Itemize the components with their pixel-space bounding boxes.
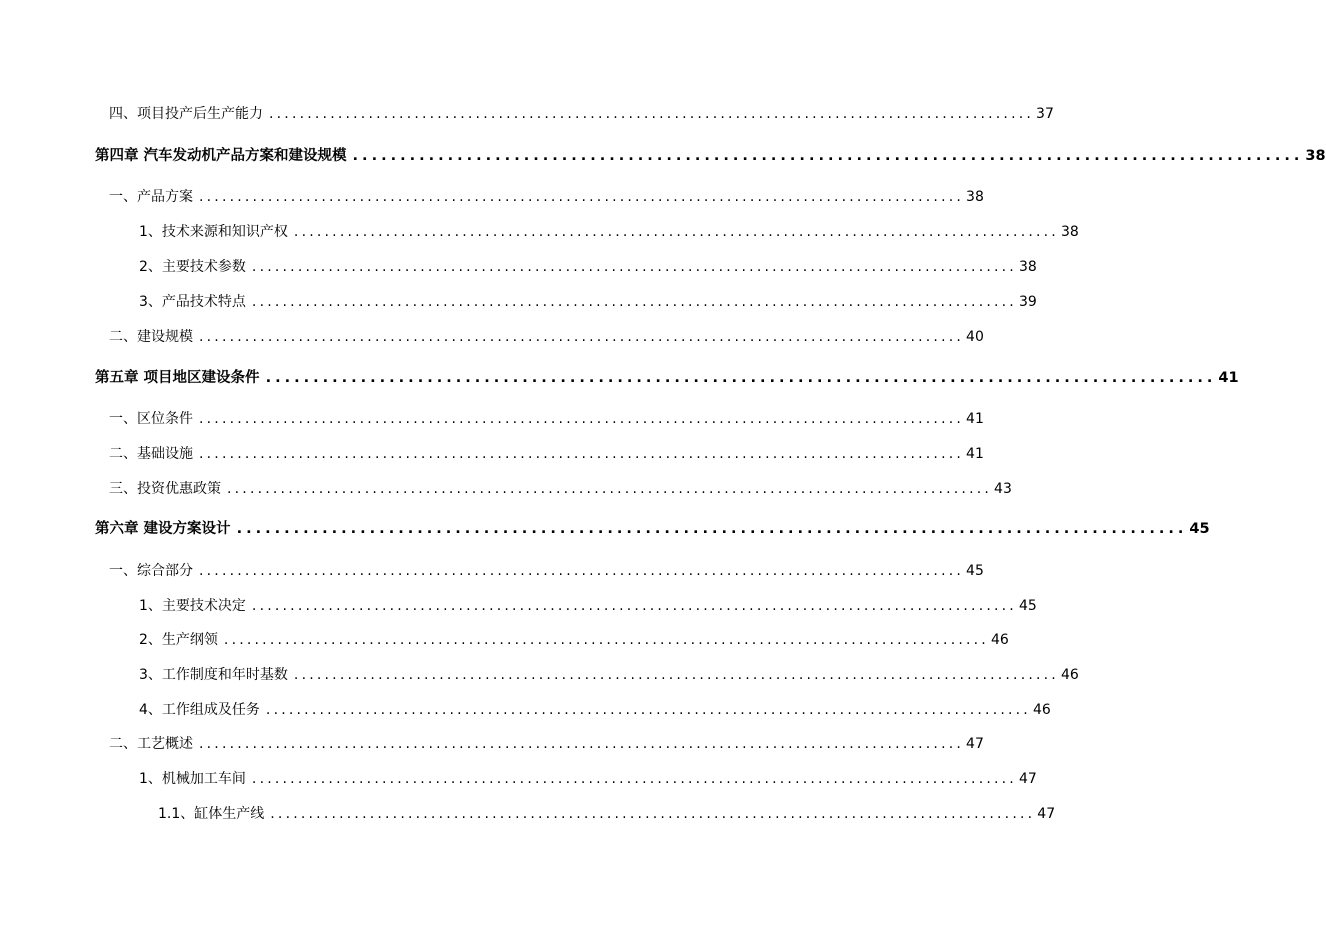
toc-page-number: 45 — [1018, 598, 1037, 614]
toc-entry[interactable] — [109, 729, 984, 753]
toc-leader-dots: .................................................................................................... — [269, 106, 1035, 122]
toc-page-number: 41 — [966, 411, 984, 427]
toc-entry[interactable] — [109, 404, 984, 428]
toc-entry-title: 3、工作制度和年时基数 — [139, 667, 288, 683]
toc-entry[interactable] — [109, 556, 984, 580]
toc-leader-dots: .................................................................................................... — [251, 259, 1017, 275]
toc-entry-title: 1、主要技术决定 — [139, 598, 246, 614]
toc-leader-dots: .................................................................................................... — [223, 632, 989, 648]
toc-entry-title: 一、综合部分 — [109, 563, 193, 579]
toc-entry[interactable] — [139, 625, 1009, 649]
toc-entry[interactable] — [139, 591, 1037, 615]
toc-leader-dots: .................................................................................................... — [227, 481, 993, 497]
toc-entry-title: 一、区位条件 — [109, 411, 193, 427]
toc-entry-title: 第六章 建设方案设计 — [95, 521, 231, 537]
toc-entry-title: 第四章 汽车发动机产品方案和建设规模 — [95, 148, 347, 164]
toc-leader-dots: .................................................................................................... — [270, 806, 1036, 822]
toc-page-number: 45 — [1189, 521, 1210, 537]
toc-page-number: 47 — [1037, 806, 1056, 822]
toc-leader-dots: .................................................................................................... — [199, 189, 965, 205]
toc-page-number: 38 — [1060, 224, 1079, 240]
toc-entry-title: 4、工作组成及任务 — [139, 702, 260, 718]
toc-page-number: 45 — [966, 563, 984, 579]
toc-entry-title: 二、工艺概述 — [109, 736, 193, 752]
toc-chapter-entry[interactable] — [95, 514, 1210, 538]
toc-page-number: 41 — [1218, 370, 1239, 386]
toc-chapter-entry[interactable] — [95, 363, 1239, 387]
toc-leader-dots: .................................................................................................... — [199, 736, 965, 752]
toc-leader-dots: .................................................................................................... — [199, 563, 965, 579]
toc-leader-dots: .................................................................................................... — [199, 329, 965, 345]
toc-leader-dots: .................................................................................................... — [352, 148, 1304, 164]
toc-page-number: 37 — [1036, 106, 1054, 122]
toc-entry[interactable] — [109, 439, 984, 463]
toc-leader-dots: .................................................................................................... — [265, 370, 1217, 386]
toc-entry-title: 1.1、缸体生产线 — [158, 806, 265, 822]
toc-entry[interactable] — [109, 99, 1054, 123]
toc-entry-title: 第五章 项目地区建设条件 — [95, 370, 260, 386]
toc-leader-dots: .................................................................................................... — [251, 294, 1017, 310]
toc-entry-title: 三、投资优惠政策 — [109, 481, 221, 497]
toc-entry[interactable] — [109, 474, 1012, 498]
toc-leader-dots: .................................................................................................... — [199, 446, 965, 462]
toc-entry[interactable] — [139, 252, 1037, 276]
toc-page-number: 46 — [990, 632, 1009, 648]
toc-entry-title: 二、建设规模 — [109, 329, 193, 345]
toc-entry-title: 2、生产纲领 — [139, 632, 218, 648]
toc-page-number: 38 — [966, 189, 984, 205]
toc-entry-title: 二、基础设施 — [109, 446, 193, 462]
toc-entry[interactable] — [139, 217, 1079, 241]
toc-page-number: 46 — [1060, 667, 1079, 683]
toc-page-number: 41 — [966, 446, 984, 462]
toc-entry-title: 3、产品技术特点 — [139, 294, 246, 310]
toc-entry-title: 一、产品方案 — [109, 189, 193, 205]
toc-chapter-entry[interactable] — [95, 141, 1326, 165]
toc-leader-dots: .................................................................................................... — [265, 702, 1031, 718]
toc-page-number: 40 — [966, 329, 984, 345]
toc-page-number: 43 — [994, 481, 1012, 497]
toc-leader-dots: .................................................................................................... — [199, 411, 965, 427]
toc-entry[interactable] — [139, 660, 1079, 684]
toc-entry[interactable] — [158, 799, 1056, 823]
toc-entry-title: 1、技术来源和知识产权 — [139, 224, 288, 240]
toc-page-number: 47 — [1018, 771, 1037, 787]
toc-page-number: 38 — [1018, 259, 1037, 275]
toc-leader-dots: .................................................................................................... — [293, 667, 1059, 683]
toc-leader-dots: .................................................................................................... — [251, 598, 1017, 614]
toc-entry[interactable] — [139, 695, 1051, 719]
toc-leader-dots: .................................................................................................... — [236, 521, 1188, 537]
toc-entry-title: 四、项目投产后生产能力 — [109, 106, 263, 122]
toc-leader-dots: .................................................................................................... — [251, 771, 1017, 787]
toc-leader-dots: .................................................................................................... — [293, 224, 1059, 240]
toc-entry-title: 1、机械加工车间 — [139, 771, 246, 787]
toc-entry[interactable] — [139, 764, 1037, 788]
toc-page-number: 38 — [1305, 148, 1326, 164]
toc-entry[interactable] — [109, 182, 984, 206]
toc-entry-title: 2、主要技术参数 — [139, 259, 246, 275]
toc-entry[interactable] — [139, 287, 1037, 311]
toc-page-number: 47 — [966, 736, 984, 752]
toc-page-number: 39 — [1018, 294, 1037, 310]
toc-entry[interactable] — [109, 322, 984, 346]
toc-page-number: 46 — [1032, 702, 1051, 718]
